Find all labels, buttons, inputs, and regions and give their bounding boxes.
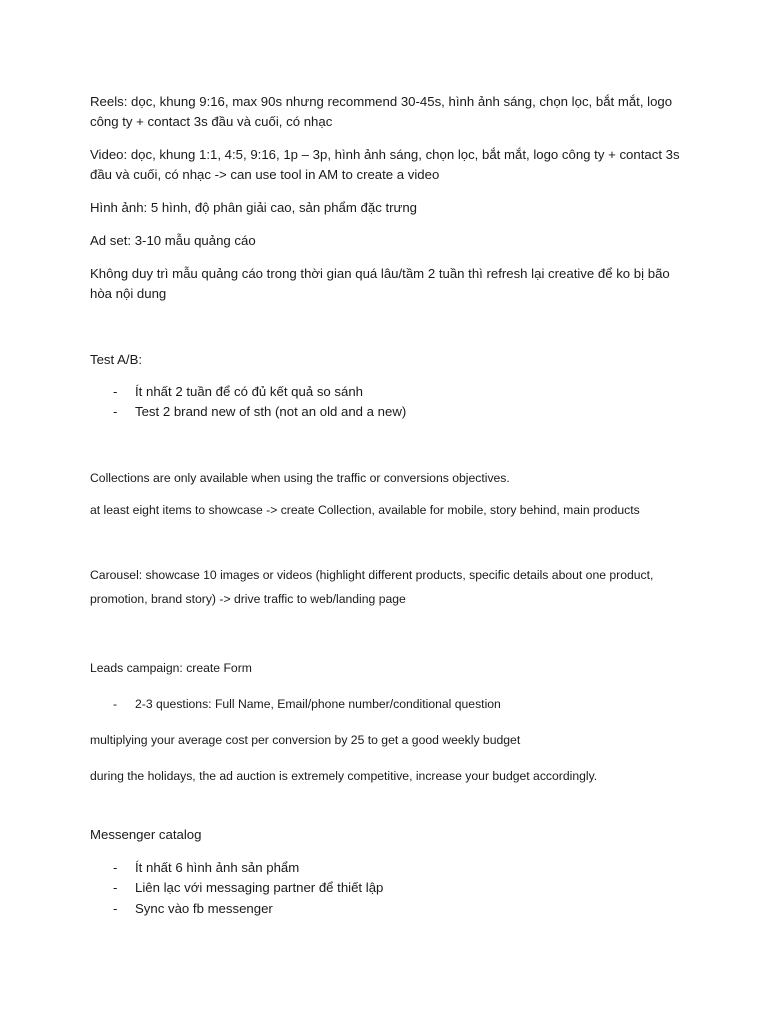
list-item-text: Sync vào fb messenger (135, 901, 273, 916)
bullet-dash: - (113, 860, 118, 875)
holidays-paragraph: during the holidays, the ad auction is extremely competitive, increase your budget accordingly. (90, 769, 598, 783)
bullet-dash: - (113, 404, 118, 419)
messenger-heading: Messenger catalog (90, 827, 202, 842)
list-item-text: Ít nhất 6 hình ảnh sản phẩm (135, 860, 300, 875)
bullet-dash: - (113, 697, 118, 711)
list-item-text: Liên lạc với messaging partner để thiết lập (135, 880, 384, 895)
list-item-text: 2-3 questions: Full Name, Email/phone number/conditional question (135, 697, 501, 711)
eight-items-paragraph: at least eight items to showcase -> create Collection, available for mobile, story behind, main products (90, 503, 640, 517)
bullet-dash: - (113, 901, 118, 916)
refresh-paragraph: Không duy trì mẫu quảng cáo trong thời gian quá lâu/tầm 2 tuần thì refresh lại creative để ko bị bão hòa nội dung (90, 266, 670, 301)
adset-paragraph: Ad set: 3-10 mẫu quảng cáo (90, 233, 256, 248)
budget-paragraph: multiplying your average cost per conversion by 25 to get a good weekly budget (90, 733, 521, 747)
collections-paragraph: Collections are only available when using the traffic or conversions objectives. (90, 471, 510, 485)
carousel-paragraph: Carousel: showcase 10 images or videos (highlight different products, specific details about one product, promotion, brand story) -> drive traffic to web/landing page (90, 568, 654, 606)
list-item-text: Ít nhất 2 tuần để có đủ kết quả so sánh (135, 384, 364, 399)
video-paragraph: Video: dọc, khung 1:1, 4:5, 9:16, 1p – 3p, hình ảnh sáng, chọn lọc, bắt mắt, logo công ty + contact 3s đầu và cuối, có nhạc -> can use tool in AM to create a video (90, 147, 680, 182)
bullet-dash: - (113, 880, 118, 895)
leads-heading: Leads campaign: create Form (90, 661, 252, 675)
bullet-dash: - (113, 384, 118, 399)
test-ab-heading: Test A/B: (90, 352, 143, 367)
reels-paragraph: Reels: dọc, khung 9:16, max 90s nhưng recommend 30-45s, hình ảnh sáng, chọn lọc, bắt mắt, logo công ty + contact 3s đầu và cuối, có nhạc (90, 94, 673, 129)
image-paragraph: Hình ảnh: 5 hình, độ phân giải cao, sản phẩm đặc trưng (90, 200, 418, 215)
list-item-text: Test 2 brand new of sth (not an old and a new) (135, 404, 407, 419)
